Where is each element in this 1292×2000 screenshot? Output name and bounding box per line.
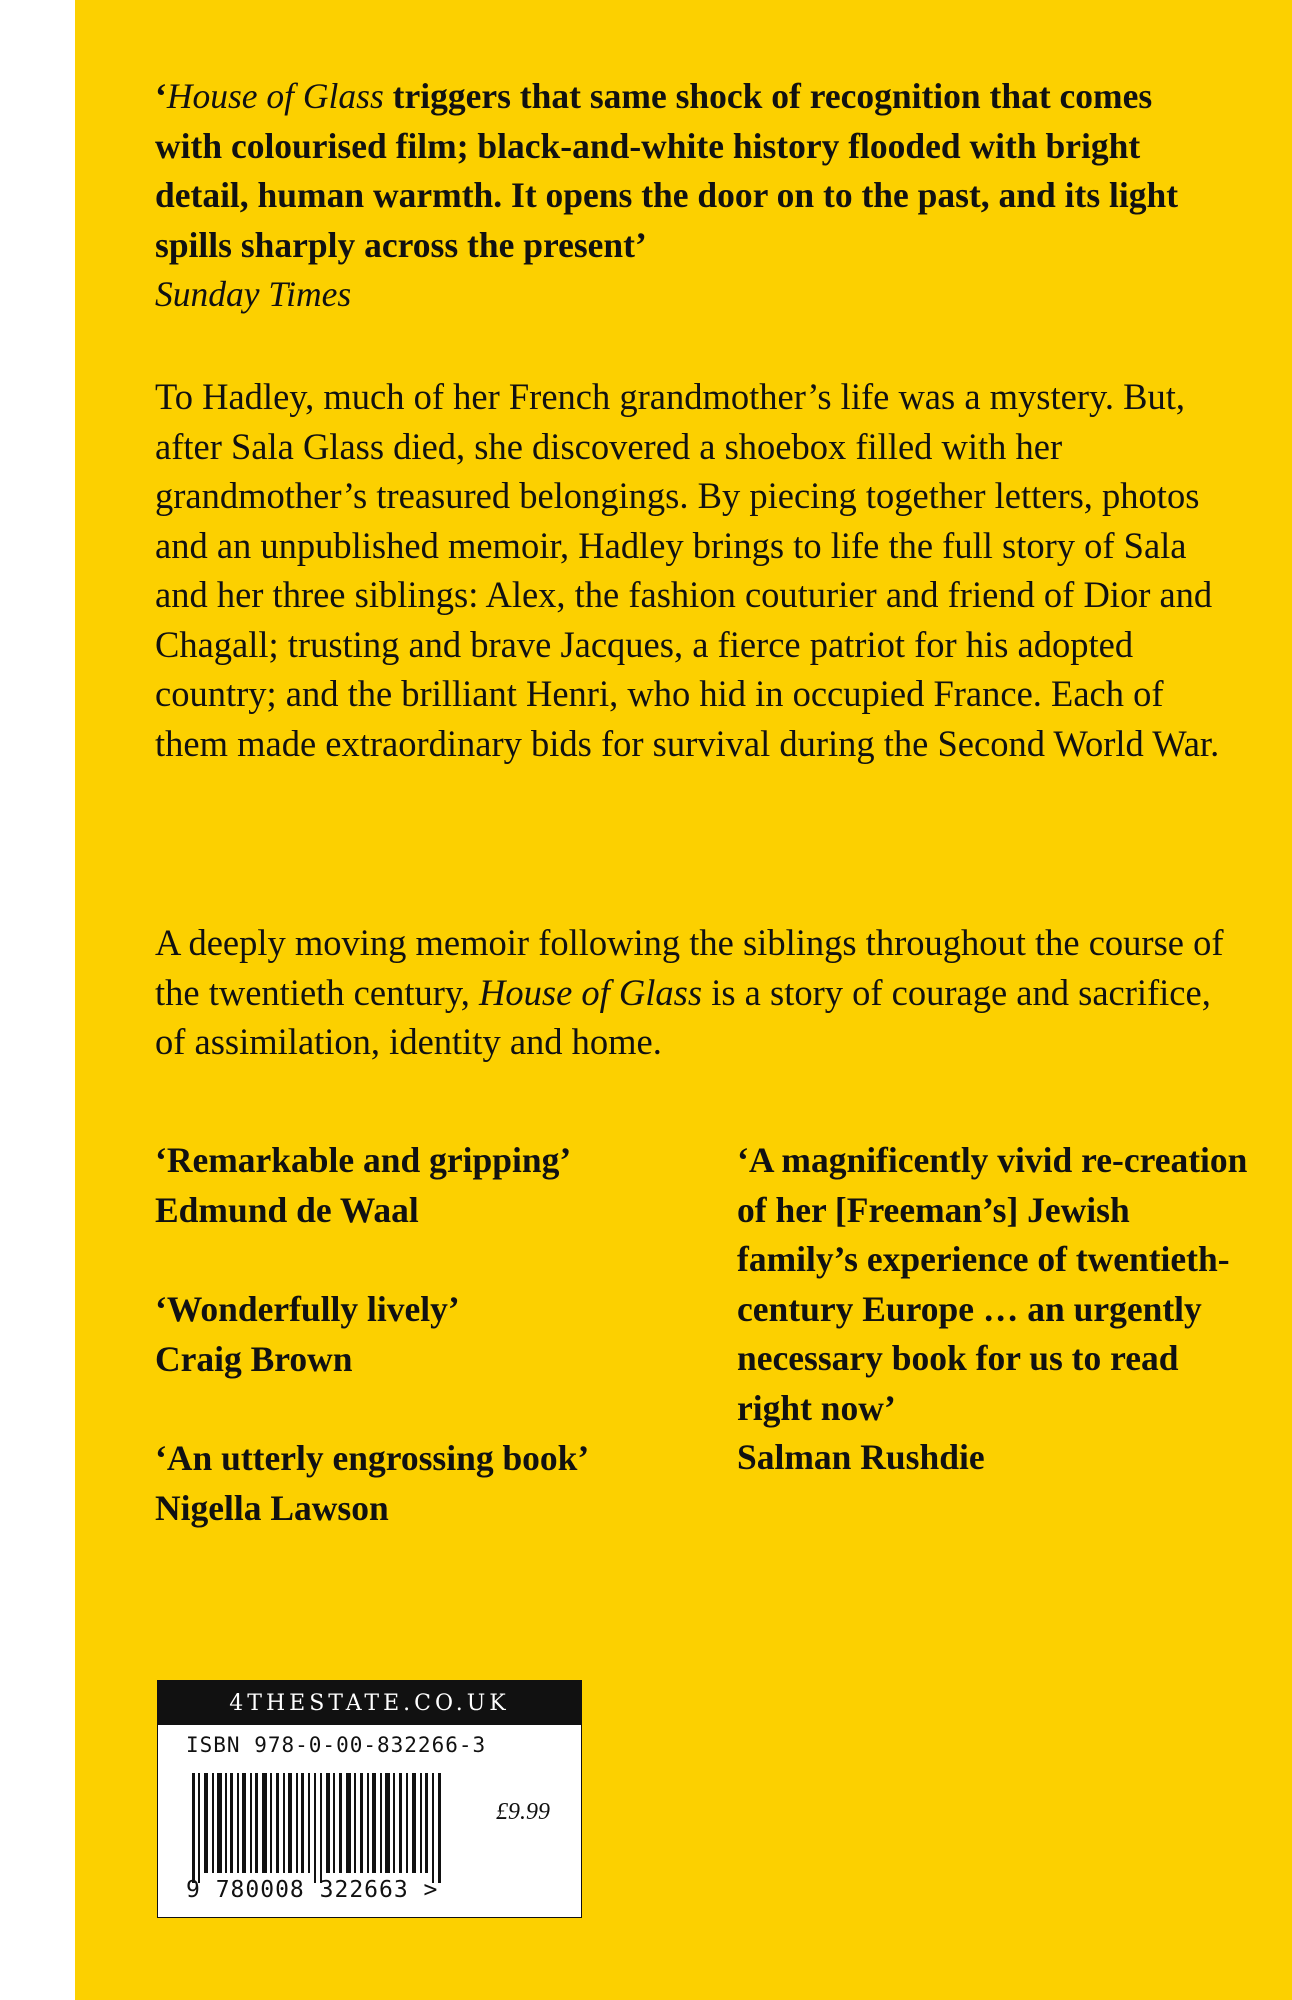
blurb-text-2 — [155, 918, 1235, 1067]
quote-line: ‘An utterly engrossing book’ — [155, 1438, 590, 1478]
blurb-text-2-start: A deeply moving memoir following the siblings throughout the course of the twentieth century, — [155, 922, 1224, 1013]
price: £9.99 — [496, 1799, 550, 1825]
barcode-icon — [184, 1773, 484, 1883]
review-quote — [155, 1434, 675, 1533]
quote-author: Nigella Lawson — [155, 1487, 389, 1528]
quote-line: ‘Remarkable and gripping’ — [155, 1140, 572, 1180]
open-quote: ‘ — [155, 76, 167, 116]
isbn-text: ISBN 978-0-00-832266-3 — [186, 1733, 487, 1757]
review-quote — [155, 1136, 675, 1235]
barcode-label — [157, 1680, 582, 1918]
title-italic: House of Glass — [166, 76, 384, 116]
review-quote — [155, 1285, 675, 1384]
sunday-times-quote — [155, 72, 1225, 320]
review-quote — [737, 1136, 1257, 1483]
right-quote-column — [737, 1136, 1257, 1533]
blurb-title-italic: House of Glass — [479, 971, 703, 1013]
blurb-text-2-end: is a story of courage and sacrifice, of assimilation, identity and home. — [155, 971, 1211, 1062]
quote-line: ‘Wonderfully lively’ — [155, 1289, 460, 1329]
quote-author: Salman Rushdie — [737, 1437, 985, 1477]
blurb-paragraph-1 — [155, 372, 1235, 768]
left-quotes-column — [155, 1136, 675, 1583]
quote-text: triggers that same shock of recognition that comes with colourised film; black-and-white history flooded with bright detail, human warmth. It opens the door on to the past, and its light spills sharply across the present’ — [155, 76, 1179, 265]
publisher-website: 4THESTATE.CO.UK — [158, 1681, 581, 1725]
blurb-text-1: To Hadley, much of her French grandmother’s life was a mystery. But, after Sala Glass died, she discovered a shoebox filled with her grandmother’s treasured belongings. By piecing together letters, photos and an unpublished memoir, Hadley brings to life the full story of Sala and her three siblings: Alex, the fashion couturier and friend of Dior and Chagall; trusting and brave Jacques, a fierce patriot for his adopted country; and the brilliant Henri, who hid in occupied France. Each of them made extraordinary bids for survival during the Second World War. — [155, 376, 1220, 764]
barcode-digits: 9 780008 322663 > — [186, 1877, 439, 1903]
quote-source: Sunday Times — [155, 274, 352, 314]
quote-line: ‘A magnificently vivid re-creation of her [Freeman’s] Jewish family’s experience of twentieth-century Europe … an urgently necessary book for us to read right now’ — [737, 1140, 1248, 1428]
quote-author: Craig Brown — [155, 1338, 353, 1379]
quote-author: Edmund de Waal — [155, 1189, 419, 1230]
blurb-paragraph-2 — [155, 918, 1235, 1067]
